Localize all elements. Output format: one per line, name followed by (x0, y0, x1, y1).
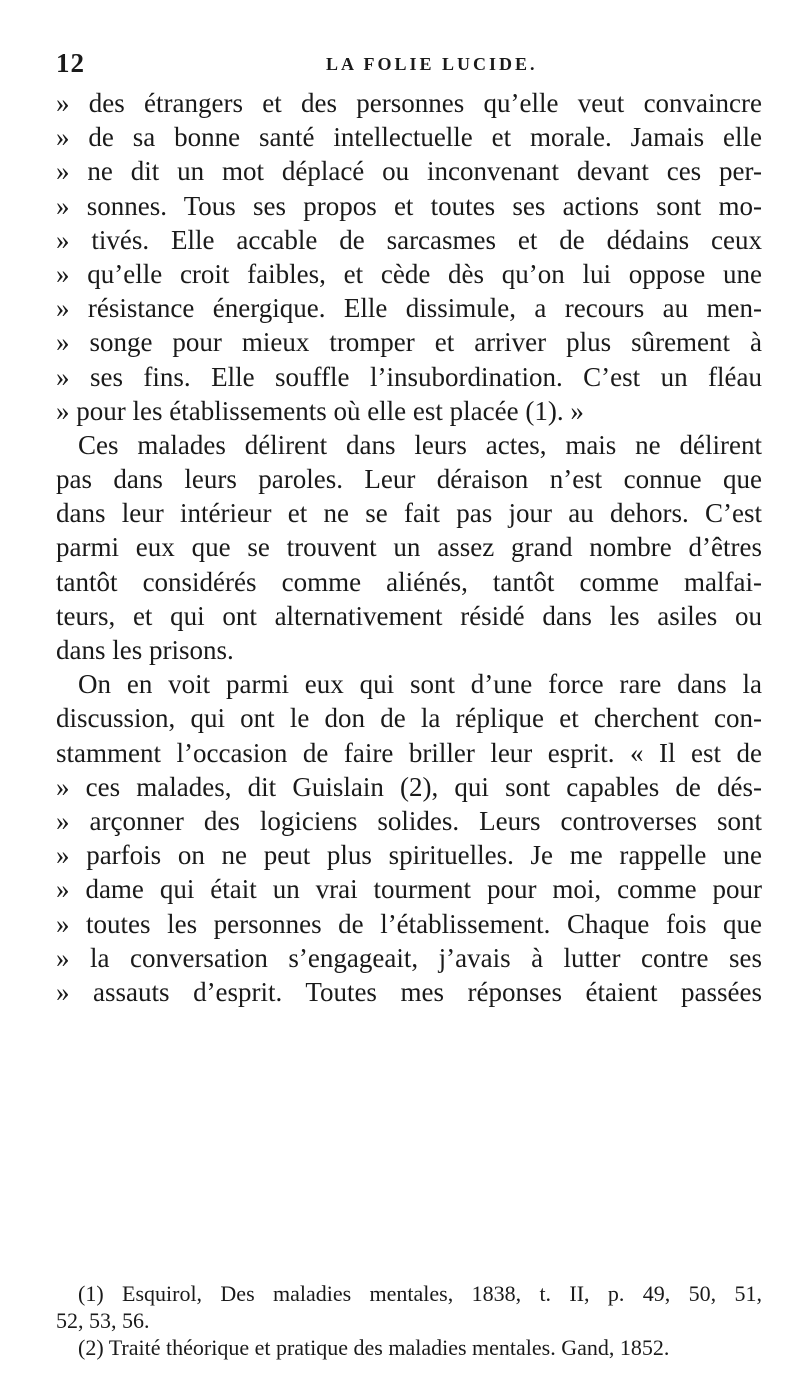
text-line: » la conversation s’engageait, j’avais à lutter contre ses (56, 942, 762, 973)
text-line: » toutes les personnes de l’établissement. Chaque fois que (56, 908, 762, 939)
text-line: » arçonner des logiciens solides. Leurs controverses sont (56, 805, 762, 836)
text-line: » qu’elle croit faibles, et cède dès qu’on lui oppose une (56, 258, 762, 289)
footnote-line: (2) Traité théorique et pratique des maladies mentales. Gand, 1852. (78, 1335, 670, 1360)
text-line: On en voit parmi eux qui sont d’une force rare dans la (78, 669, 762, 700)
footnote-line: (1) Esquirol, Des maladies mentales, 1838, t. II, p. 49, 50, 51, (78, 1281, 762, 1306)
text-line: » songe pour mieux tromper et arriver plus sûrement à (56, 327, 762, 358)
text-line: » des étrangers et des personnes qu’elle veut convaincre (56, 88, 762, 118)
text-line: » parfois on ne peut plus spirituelles. Je me rappelle une (56, 840, 762, 871)
text-line: pas dans leurs paroles. Leur déraison n’est connue que (56, 464, 762, 495)
text-line: » assauts d’esprit. Toutes mes réponses étaient passées (56, 976, 762, 1007)
text-line: parmi eux que se trouvent un assez grand nombre d’êtres (56, 532, 762, 563)
text-line: discussion, qui ont le don de la réplique et cherchent con- (56, 703, 762, 734)
text-line: » résistance énergique. Elle dissimule, a recours au men- (56, 293, 762, 324)
footnote-line: 52, 53, 56. (56, 1308, 150, 1333)
text-line: » ces malades, dit Guislain (2), qui sont capables de dés- (56, 771, 762, 802)
text-line: tantôt considérés comme aliénés, tantôt comme malfai- (56, 566, 762, 597)
text-line: » sonnes. Tous ses propos et toutes ses actions sont mo- (56, 190, 762, 221)
text-line: » ne dit un mot déplacé ou inconvenant devant ces per- (56, 156, 762, 187)
page-header (56, 48, 776, 78)
running-title: LA FOLIE LUCIDE. (326, 54, 538, 74)
text-line: stamment l’occasion de faire briller leur esprit. « Il est de (56, 737, 762, 768)
text-line: teurs, et qui ont alternativement résidé dans les asiles ou (56, 600, 762, 631)
text-line: » dame qui était un vrai tourment pour moi, comme pour (56, 874, 762, 905)
text-line: dans les prisons. (56, 635, 234, 665)
text-line: » tivés. Elle accable de sarcasmes et de dédains ceux (56, 224, 762, 255)
footnotes (56, 1280, 762, 1361)
text-line: Ces malades délirent dans leurs actes, mais ne délirent (78, 429, 762, 460)
text-line: » pour les établissements où elle est placée (1). » (56, 395, 584, 426)
text-line: » de sa bonne santé intellectuelle et morale. Jamais elle (56, 122, 762, 153)
body-text (56, 86, 762, 1009)
page-number: 12 (56, 48, 85, 78)
text-line: » ses fins. Elle souffle l’insubordination. C’est un fléau (56, 361, 762, 392)
text-line: dans leur intérieur et ne se fait pas jour au dehors. C’est (56, 498, 762, 529)
